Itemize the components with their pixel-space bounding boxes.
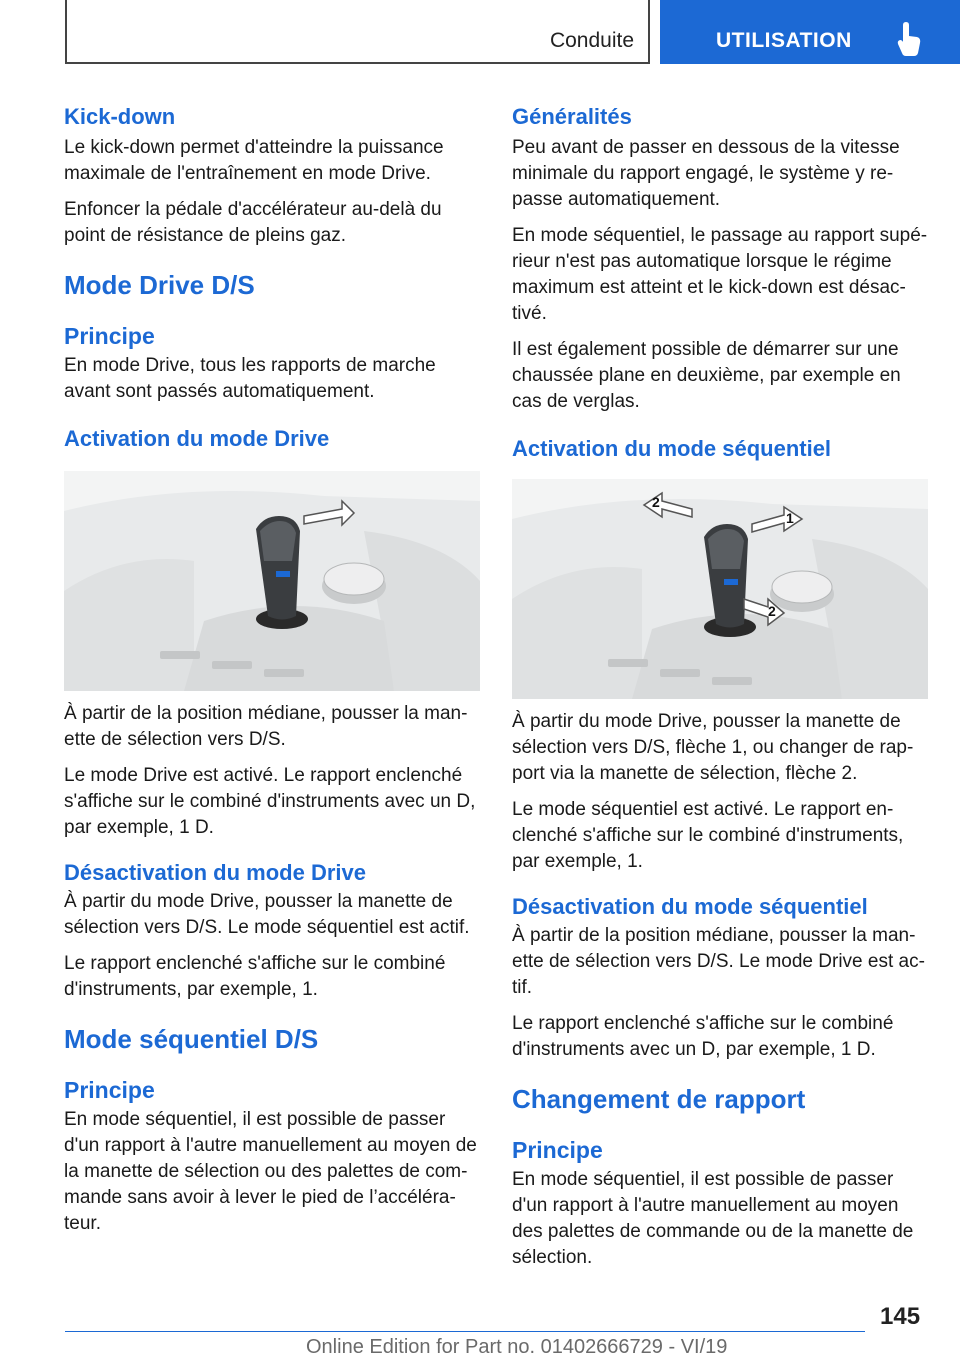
header-section-box <box>65 0 650 64</box>
left-column <box>64 103 484 1237</box>
sequential-principe-text: En mode séquentiel, il est possible de passer d'un rapport à l'autre manuellement au moyen de la manette de sélection ou des palettes de commande sans avoir à lever le pied de l’accélérateur. <box>64 1109 477 1234</box>
generalites-text-3: Il est également possible de démarrer sur une chaussée plane en deuxième, par exemple en cas de verglas. <box>512 339 901 412</box>
gear-change-heading: Changement de rapport <box>512 1084 806 1114</box>
page-number: 145 <box>880 1303 921 1330</box>
right-column <box>512 103 932 1271</box>
arrow-label-1: 1 <box>786 510 794 526</box>
kickdown-text-1: Le kick-down permet d'atteindre la puissance maximale de l'entraînement en mode Drive. <box>64 137 444 184</box>
sequential-deactivation-heading: Désactivation du mode séquentiel <box>512 894 868 919</box>
sequential-deactivation-text-2: Le rapport enclenché s'affiche sur le combiné d'instruments avec un D, par exemple, 1 D. <box>512 1013 894 1060</box>
generalites-heading: Généralités <box>512 104 632 129</box>
header-chapter-title: UTILISATION <box>716 29 852 52</box>
drive-deactivation-heading: Désactivation du mode Drive <box>64 860 366 885</box>
gear-selector-arrows-illustration <box>512 479 928 699</box>
drive-principe-text: En mode Drive, tous les rapports de marche avant sont passés automatiquement. <box>64 355 436 402</box>
sequential-principe-heading: Principe <box>64 1077 155 1103</box>
sequential-activation-text-1: À partir du mode Drive, pousser la manette de sélection vers D/S, flèche 1, ou changer de rapport via la manette de sélection, flèche 2. <box>512 711 914 784</box>
sequential-activation-heading: Activation du mode séquentiel <box>512 436 832 461</box>
drive-deactivation-text-2: Le rapport enclenché s'affiche sur le combiné d'instruments, par exemple, 1. <box>64 953 446 1000</box>
arrow-label-2-top: 2 <box>652 494 660 510</box>
kickdown-text-2: Enfoncer la pédale d'accélérateur au-delà du point de résistance de pleins gaz. <box>64 199 442 246</box>
drive-activation-heading: Activation du mode Drive <box>64 426 330 451</box>
sequential-activation-text-2: Le mode séquentiel est activé. Le rapport enclenché s'affiche sur le combiné d'instruments, par exemple, 1. <box>512 799 904 872</box>
arrow-label-2-bottom: 2 <box>768 603 776 619</box>
drive-selector-figure <box>64 471 480 691</box>
footer-divider <box>65 1331 865 1332</box>
hand-pointer-icon <box>896 22 922 56</box>
drive-activation-text-1: À partir de la position médiane, pousser la manette de sélection vers D/S. <box>64 703 468 750</box>
footer-edition: Online Edition for Part no. 01402666729 - VI/19 <box>306 1336 728 1358</box>
drive-deactivation-text-1: À partir du mode Drive, pousser la manette de sélection vers D/S. Le mode séquentiel est actif. <box>64 891 470 938</box>
gear-selector-illustration <box>64 471 480 691</box>
generalites-text-2: En mode séquentiel, le passage au rapport supérieur n'est pas automatique lorsque le régime maximum est atteint et le kick-down est désactivé. <box>512 225 928 324</box>
drive-mode-heading: Mode Drive D/S <box>64 270 255 300</box>
gear-change-principe-heading: Principe <box>512 1137 603 1163</box>
sequential-deactivation-text-1: À partir de la position médiane, pousser la manette de sélection vers D/S. Le mode Drive est actif. <box>512 925 925 998</box>
kickdown-heading: Kick-down <box>64 104 176 129</box>
sequential-selector-figure <box>512 479 928 699</box>
header-section-title: Conduite <box>549 29 634 52</box>
sequential-mode-heading: Mode séquentiel D/S <box>64 1024 319 1054</box>
gear-change-principe-text: En mode séquentiel, il est possible de passer d'un rapport à l'autre manuellement au moyen des palettes de commande ou de la manette de sélection. <box>512 1169 914 1268</box>
generalites-text-1: Peu avant de passer en dessous de la vitesse minimale du rapport engagé, le système y repasse automatiquement. <box>512 137 900 210</box>
header-chapter-tab <box>660 0 960 64</box>
drive-activation-text-2: Le mode Drive est activé. Le rapport enclenché s'affiche sur le combiné d'instruments avec un D, par exemple, 1 D. <box>64 765 476 838</box>
drive-principe-heading: Principe <box>64 323 155 349</box>
